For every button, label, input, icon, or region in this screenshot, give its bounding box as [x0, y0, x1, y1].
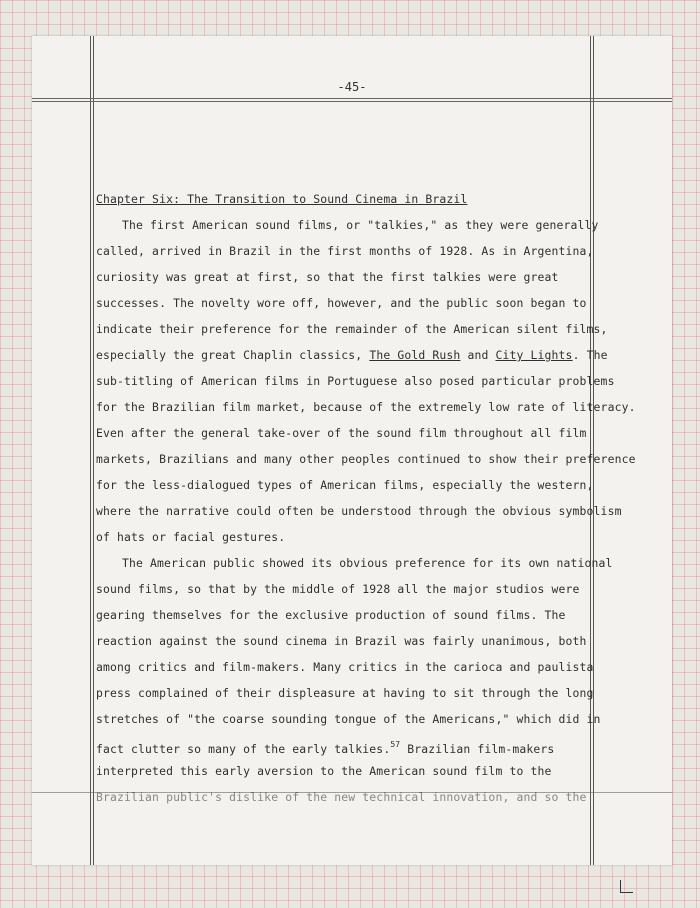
text-line: sound films, so that by the middle of 1928 all the major studios were — [96, 582, 580, 596]
text-line: successes. The novelty wore off, however, and the public soon began to — [96, 296, 587, 310]
text-line: where the narrative could often be understood through the obvious symbolism — [96, 504, 622, 518]
text-line: of hats or facial gestures. — [96, 530, 286, 544]
text-line: interpreted this early aversion to the American sound film to the — [96, 764, 552, 778]
text-segment: and — [467, 348, 489, 362]
text-line: curiosity was great at first, so that the first talkies were great — [96, 270, 559, 284]
text-segment: . The — [572, 348, 608, 362]
film-title-gold-rush: The Gold Rush — [369, 348, 461, 362]
text-line: The first American sound films, or "talkies," as they were generally — [122, 218, 599, 232]
text-line: for the Brazilian film market, because of the extremely low rate of literacy. — [96, 400, 636, 414]
left-margin-rule-inner — [93, 36, 94, 865]
chapter-text — [96, 186, 636, 810]
text-line: press complained of their displeasure at having to sit through the long — [96, 686, 594, 700]
text-line: The American public showed its obvious preference for its own national — [122, 556, 613, 570]
text-line: Brazilian public's dislike of the new technical innovation, and so the — [96, 790, 587, 804]
footnote-marker: 57 — [390, 740, 401, 749]
text-line: sub-titling of American films in Portuguese also posed particular problems — [96, 374, 615, 388]
text-line: for the less-dialogued types of American films, especially the western, — [96, 478, 594, 492]
text-line: reaction against the sound cinema in Brazil was fairly unanimous, both — [96, 634, 587, 648]
text-segment: Brazilian film-makers — [407, 742, 555, 756]
text-line: gearing themselves for the exclusive production of sound films. The — [96, 608, 566, 622]
corner-mark — [620, 880, 633, 893]
text-line: Even after the general take-over of the sound film throughout all film — [96, 426, 587, 440]
text-line: markets, Brazilians and many other peoples continued to show their preference — [96, 452, 636, 466]
left-margin-rule — [90, 36, 91, 865]
text-line: stretches of "the coarse sounding tongue of the Americans," which did in — [96, 712, 601, 726]
text-line: among critics and film-makers. Many critics in the carioca and paulista — [96, 660, 594, 674]
film-title-city-lights: City Lights — [495, 348, 573, 362]
page-number: -45- — [337, 80, 367, 94]
header-rule-inner — [32, 101, 672, 102]
text-line: called, arrived in Brazil in the first months of 1928. As in Argentina, — [96, 244, 594, 258]
chapter-title: Chapter Six: The Transition to Sound Cinema in Brazil — [96, 192, 468, 206]
text-line: indicate their preference for the remainder of the American silent films, — [96, 322, 608, 336]
header-rule — [32, 98, 672, 99]
text-segment: fact clutter so many of the early talkies. — [96, 742, 391, 756]
text-line — [96, 732, 616, 758]
text-line — [96, 342, 616, 368]
text-segment: especially the great Chaplin classics, — [96, 348, 363, 362]
document-page — [32, 36, 672, 865]
